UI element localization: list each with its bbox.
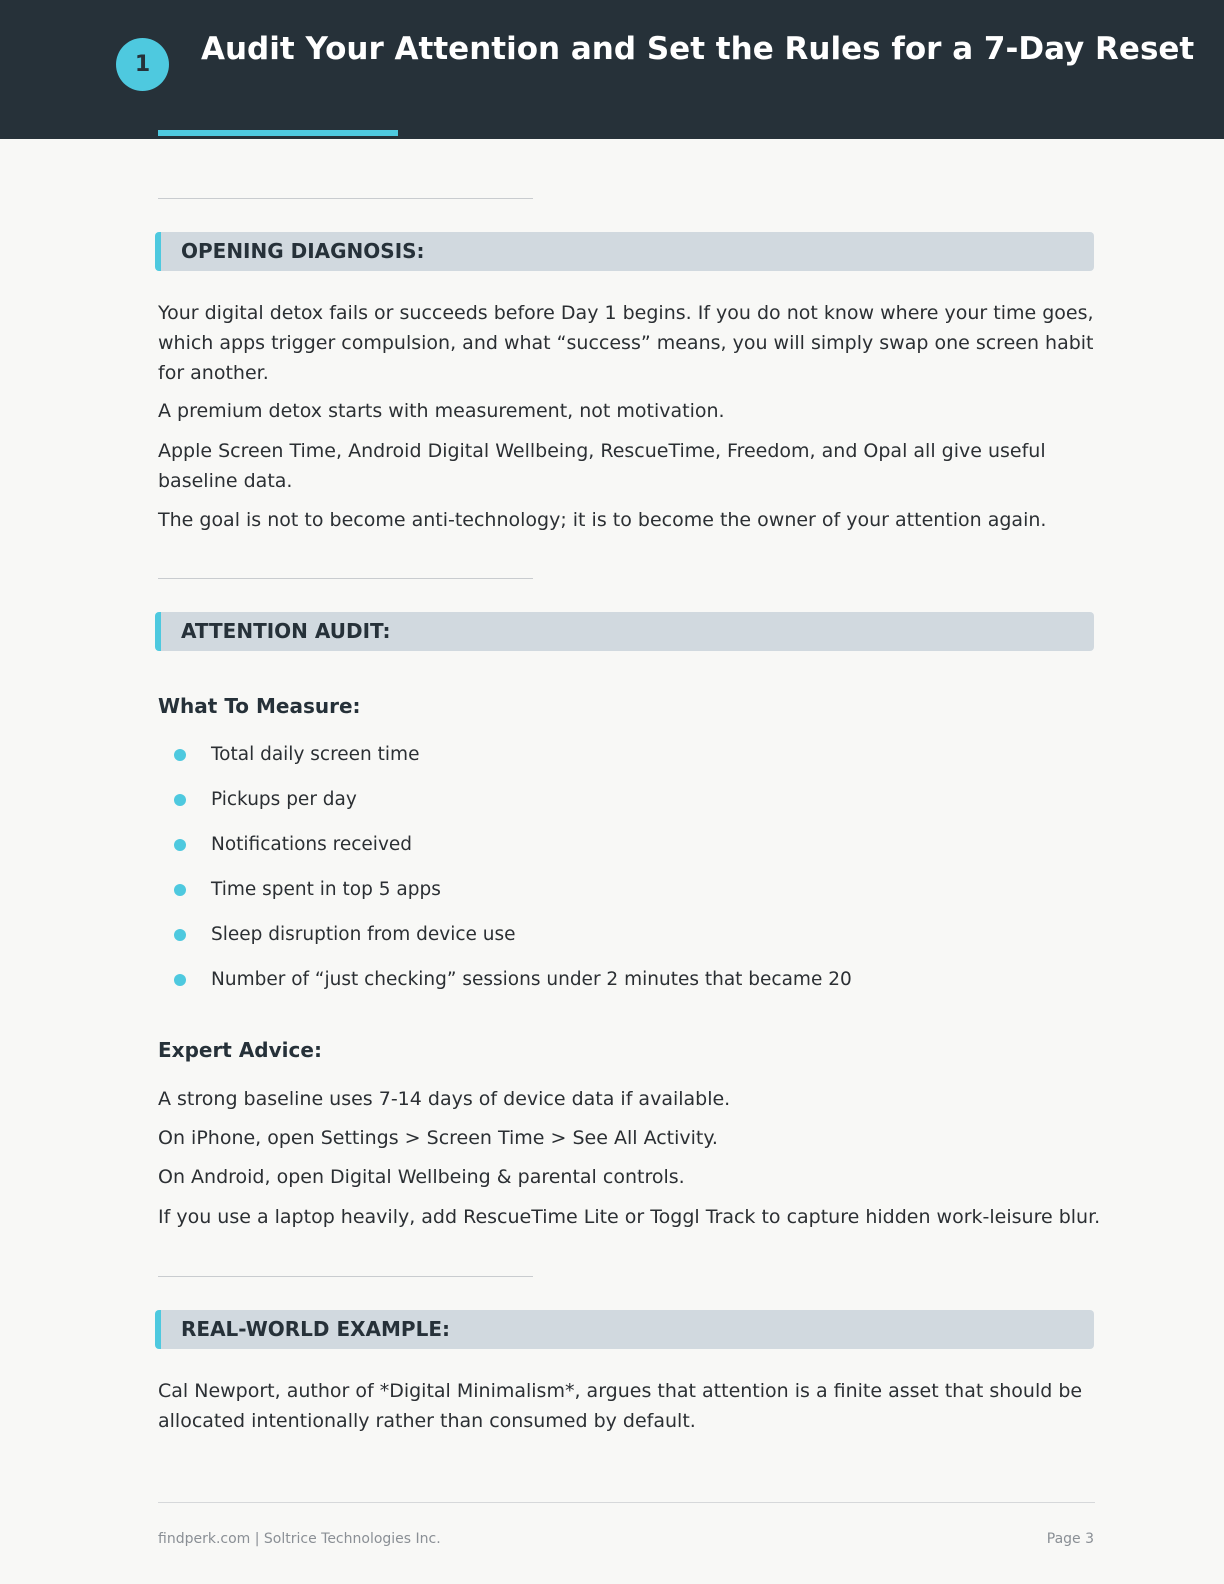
bullet-icon [174, 974, 186, 986]
list-item [174, 875, 1074, 905]
page-title: Audit Your Attention and Set the Rules for a 7-Day Reset [201, 31, 1195, 67]
subheading-what-to-measure: What To Measure: [158, 694, 361, 718]
paragraph: If you use a laptop heavily, add RescueTime Lite or Toggl Track to capture hidden work-leisure blur. [158, 1206, 1101, 1228]
bullet-icon [174, 929, 186, 941]
paragraph: Your digital detox fails or succeeds before Day 1 begins. If you do not know where your time goes, which apps trigger compulsion, and what “success” means, you will simply swap one screen habit for another. [158, 302, 1094, 384]
list-item-text: Sleep disruption from device use [211, 924, 516, 945]
paragraph: A premium detox starts with measurement, not motivation. [158, 400, 725, 422]
list-item [174, 830, 1074, 860]
paragraph: Cal Newport, author of *Digital Minimalism*, argues that attention is a finite asset that should be allocated intentionally rather than consumed by default. [158, 1380, 1083, 1432]
paragraph: A strong baseline uses 7-14 days of device data if available. [158, 1088, 731, 1110]
list-item [174, 965, 1074, 995]
bullet-icon [174, 794, 186, 806]
paragraph: The goal is not to become anti-technology; it is to become the owner of your attention again. [158, 509, 1047, 531]
page-number: Page 3 [1046, 1531, 1094, 1547]
section-heading-label: OPENING DIAGNOSIS: [181, 239, 425, 263]
section-heading-opening-diagnosis [155, 232, 1094, 271]
section-heading-real-world-example [155, 1310, 1094, 1349]
list-item [174, 785, 1074, 815]
bullet-icon [174, 749, 186, 761]
section-heading-attention-audit [155, 612, 1094, 651]
list-item-text: Number of “just checking” sessions under 2 minutes that became 20 [211, 969, 852, 990]
paragraph: Apple Screen Time, Android Digital Wellbeing, RescueTime, Freedom, and Opal all give useful baseline data. [158, 440, 1046, 492]
footer-company: findperk.com | Soltrice Technologies Inc. [158, 1531, 441, 1547]
section-divider [158, 198, 533, 199]
list-item-text: Notifications received [211, 834, 413, 855]
section-heading-label: ATTENTION AUDIT: [181, 619, 391, 643]
section-divider [158, 578, 533, 579]
list-item-text: Pickups per day [211, 789, 357, 810]
section-heading-label: REAL-WORLD EXAMPLE: [181, 1317, 450, 1341]
footer-divider [158, 1502, 1095, 1503]
bullet-icon [174, 839, 186, 851]
paragraph: On Android, open Digital Wellbeing & parental controls. [158, 1166, 685, 1188]
bullet-icon [174, 884, 186, 896]
section-divider [158, 1276, 533, 1277]
subheading-expert-advice: Expert Advice: [158, 1038, 322, 1062]
list-item [174, 920, 1074, 950]
title-accent-bar [158, 130, 398, 136]
list-item [174, 740, 1074, 770]
paragraph: On iPhone, open Settings > Screen Time > See All Activity. [158, 1127, 718, 1149]
list-item-text: Time spent in top 5 apps [211, 879, 441, 900]
list-item-text: Total daily screen time [211, 744, 420, 765]
page-header [0, 0, 1224, 139]
step-number-badge: 1 [116, 38, 169, 91]
